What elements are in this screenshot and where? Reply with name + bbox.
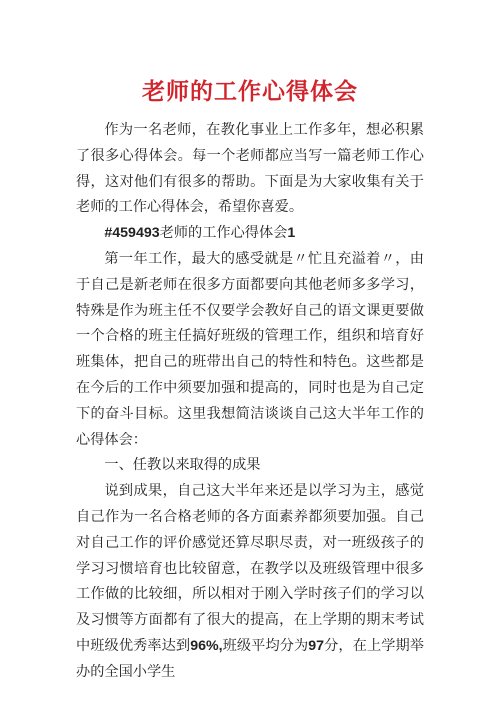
page-title: 老师的工作心得体会: [142, 78, 358, 105]
article-heading-text: 老师的工作心得体会: [159, 225, 288, 242]
article-number: #459493: [104, 225, 160, 242]
section-heading-1: 一、任教以来取得的成果: [104, 457, 261, 474]
body-paragraph-1: 第一年工作，最大的感受就是〃忙且充溢着〃，由于自己是新老师在很多方面都要向其他老师多多学习，特殊是作为班主任不仅要学会教好自己的语文课更要做一个合格的班主任搞好班级的管理工作，组织和培育好班集体，把自己的班带出自己的特性和特色。这些都是在今后的工作中须要加强和提高的，同时也是为自己定下的奋斗目标。这里我想简洁谈谈自己这大半年工作的心得体会：: [76, 250, 424, 448]
paragraph-2-text-a: 说到成果，自己这大半年来还是以学习为主，感觉自己作为一名合格老师的各方面素养都须要加强。自己对自己工作的评价感觉还算尽职尽责，对一班级孩子的学习习惯培育也比较留意，在教学以及班级管理中很多工作做的比较细，所以相对于刚入学时孩子们的学习以及习惯等方面都有了很大的提高，在上学期的期末考试中班级优秀率达到: [76, 483, 424, 654]
intro-paragraph: 作为一名老师，在教化事业上工作多年，想必积累了很多心得体会。每一个老师都应当写一篇老师工作心得，这对他们有很多的帮助。下面是为大家收集有关于老师的工作心得体会，希望你喜爱。: [76, 122, 424, 216]
article-heading: [76, 221, 424, 247]
paragraph-2-text-b: 班级平均分为: [222, 637, 309, 654]
body-paragraph-2: [76, 479, 424, 685]
excellence-rate: 96%,: [190, 637, 223, 654]
article-index: 1: [287, 225, 296, 242]
average-score: 97: [308, 637, 325, 654]
paragraph-2-text-c: 分，在上学期举办的全国小学生: [76, 637, 424, 680]
